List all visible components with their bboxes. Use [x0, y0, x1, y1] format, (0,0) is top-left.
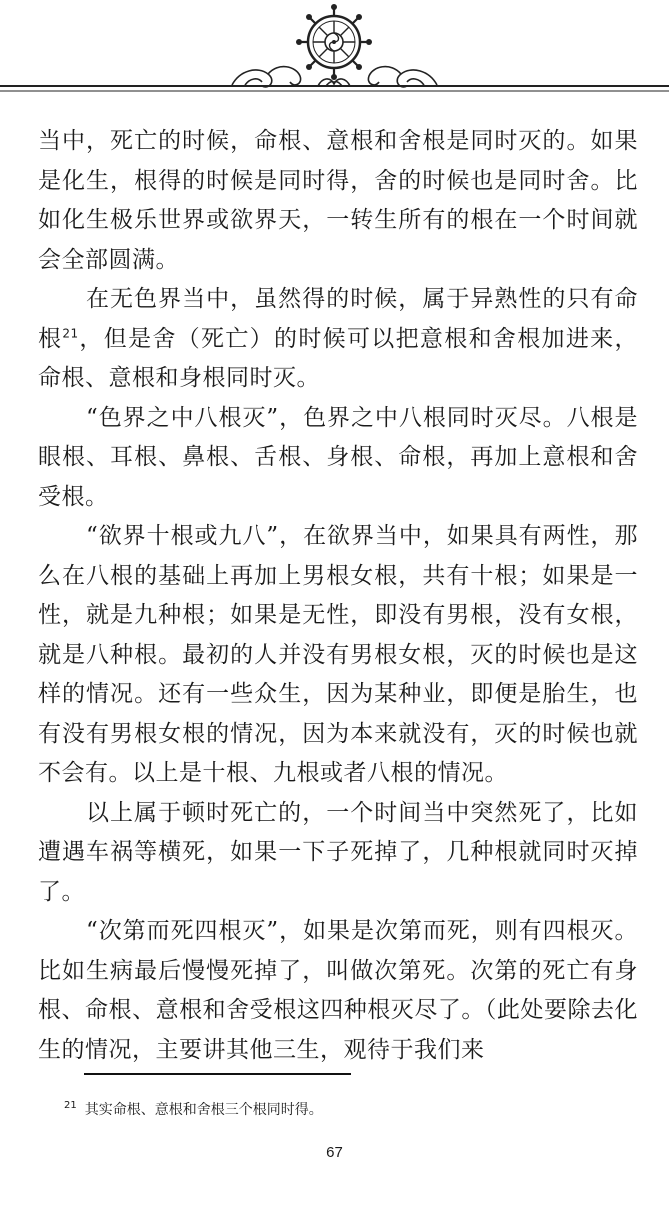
footnote-reference[interactable]: 21 — [62, 325, 79, 340]
footnote-text: 其实命根、意根和舍根三个根同时得。 — [84, 1102, 323, 1118]
footnote-number: 21 — [64, 1100, 77, 1112]
paragraph-3: “色界之中八根灭”，色界之中八根同时灭尽。八根是眼根、耳根、鼻根、舌根、身根、命根，再加上意根和舍受根。 — [38, 404, 638, 510]
page-header-ornament — [0, 0, 669, 100]
page-number: 67 — [326, 1144, 343, 1161]
paragraph-2 — [38, 280, 638, 399]
paragraph-6: “次第而死四根灭”，如果是次第而死，则有四根灭。比如生病最后慢慢死掉了，叫做次第死。次第的死亡有身根、命根、意根和舍受根这四种根灭尽了。（此处要除去化生的情况，主要讲其他三生，观待于我们来 — [38, 918, 638, 1063]
paragraph-2-text-after-ref: ，但是舍（死亡）的时候可以把意根和舍根加进来，命根、意根和身根同时灭。 — [38, 325, 639, 391]
paragraph-5: 以上属于顿时死亡的，一个时间当中突然死了，比如遭遇车祸等横死，如果一下子死掉了，几种根就同时灭掉了。 — [38, 799, 638, 905]
footnote-divider — [84, 1073, 351, 1075]
dharma-wheel-icon — [0, 0, 669, 100]
footnote — [64, 1100, 624, 1120]
paragraph-4: “欲界十根或九八”，在欲界当中，如果具有两性，那么在八根的基础上再加上男根女根，共有十根；如果是一性，就是九种根；如果是无性，即没有男根，没有女根，就是八种根。最初的人并没有男根女根，灭的时候也是这样的情况。还有一些众生，因为某种业，即便是胎生，也有没有男根女根的情况，因为本来就没有，灭的时候也就不会有。以上是十根、九根或者八根的情况。 — [38, 523, 638, 786]
paragraph-1: 当中，死亡的时候，命根、意根和舍根是同时灭的。如果是化生，根得的时候是同时得，舍的时候也是同时舍。比如化生极乐世界或欲界天，一转生所有的根在一个时间就会全部圆满。 — [38, 128, 638, 273]
paragraph-2-text-before-ref: 在无色界当中，虽然得的时候，属于异熟性的只有命根 — [38, 286, 638, 352]
main-body-text — [38, 122, 638, 1070]
